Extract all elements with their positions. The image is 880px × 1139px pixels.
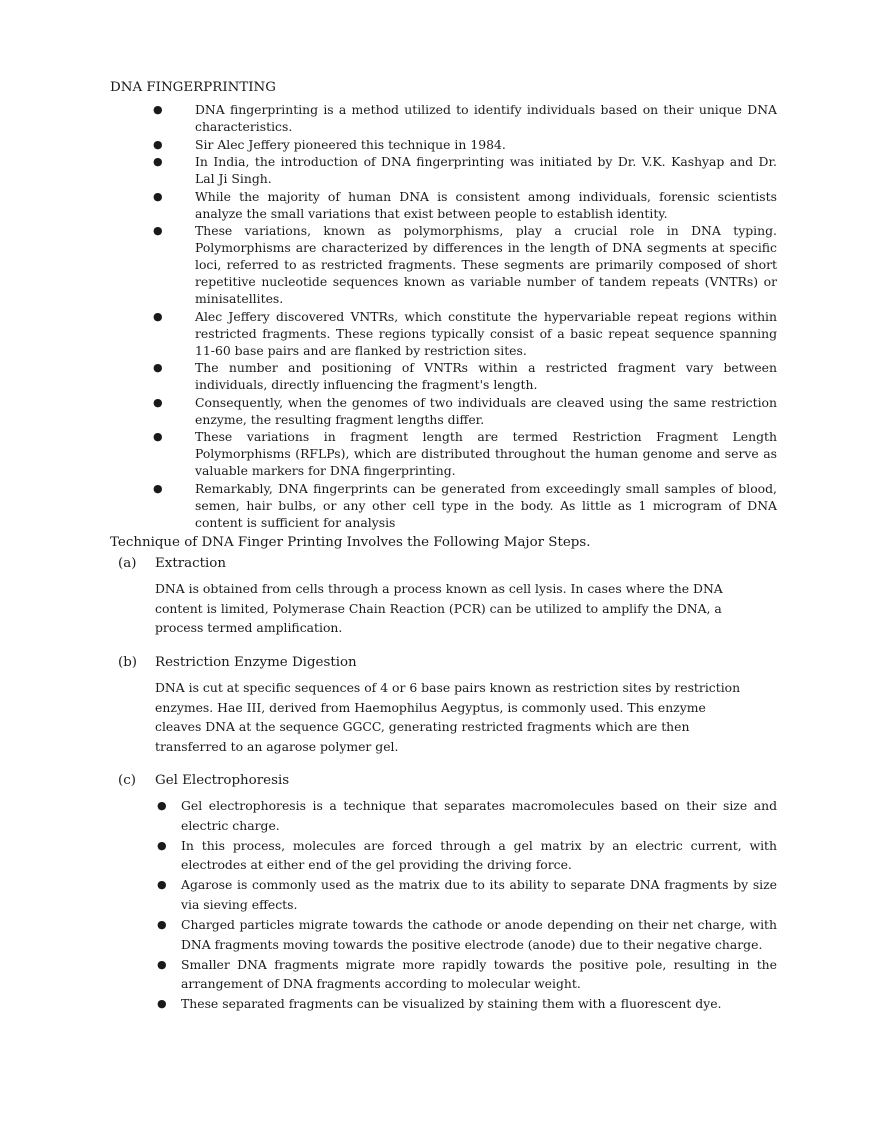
- fingerprinting-bullet-list: [153, 101, 777, 531]
- bullet-item: [157, 955, 777, 994]
- step-letter: (a): [118, 556, 137, 571]
- bullet-text: Agarose is commonly used as the matrix due to its ability to separate DNA fragments by size via sieving effects.: [181, 877, 777, 912]
- step-letter: (b): [118, 655, 138, 670]
- bullet-text: The number and positioning of VNTRs within a restricted fragment vary between individuals, directly influencing the fragment's length.: [195, 360, 777, 392]
- step-body: DNA is cut at specific sequences of 4 or 6 base pairs known as restriction sites by restriction enzymes. Hae III, derived from Haemophilus Aegyptus, is commonly used. This enzyme cleaves DNA at the sequence GGCC, generating restricted fragments which are then transferred to an agarose polymer gel.: [155, 680, 741, 755]
- step-letter: (c): [118, 773, 136, 788]
- steps-heading: Technique of DNA Finger Printing Involves the Following Major Steps.: [110, 535, 591, 550]
- step-title: Extraction: [155, 556, 226, 571]
- bullet-item: [153, 153, 777, 187]
- bullet-dot-icon: ●: [153, 395, 163, 409]
- bullet-item: [157, 915, 777, 954]
- section-title: DNA FINGERPRINTING: [110, 80, 276, 95]
- bullet-text: Smaller DNA fragments migrate more rapidly towards the positive pole, resulting in the arrangement of DNA fragments according to molecular weight.: [181, 956, 777, 992]
- bullet-item: [153, 308, 777, 359]
- bullet-text: Charged particles migrate towards the cathode or anode depending on their net charge, with DNA fragments moving towards the positive electrode (anode) due to their negative charge.: [181, 917, 777, 952]
- bullet-item: [153, 480, 777, 531]
- bullet-dot-icon: ●: [157, 838, 167, 852]
- gel-electrophoresis-bullet-list: [157, 796, 777, 1015]
- bullet-item: [153, 101, 777, 135]
- bullet-dot-icon: ●: [153, 430, 163, 443]
- bullet-dot-icon: ●: [157, 957, 167, 971]
- bullet-item: [157, 875, 777, 914]
- bullet-text: DNA fingerprinting is a method utilized to identify individuals based on their unique DNA characteristics.: [195, 102, 777, 134]
- bullet-text: These variations, known as polymorphisms, play a crucial role in DNA typing. Polymorphisms are characterized by differences in the length of DNA segments at specific loci, referred to as restricted fragments. These segments are primarily composed of short repetitive nucleotide sequences known as variable number of tandem repeats (VNTRs) or minisatellites.: [195, 223, 777, 306]
- bullet-text: Gel electrophoresis is a technique that separates macromolecules based on their size and electric charge.: [181, 798, 777, 833]
- bullet-text: Consequently, when the genomes of two individuals are cleaved using the same restriction enzyme, the resulting fragment lengths differ.: [195, 394, 777, 427]
- bullet-text: While the majority of human DNA is consistent among individuals, forensic scientists analyze the small variations that exist between people to establish identity.: [195, 188, 777, 221]
- bullet-item: [153, 394, 777, 428]
- bullet-text: In India, the introduction of DNA fingerprinting was initiated by Dr. V.K. Kashyap and Dr. Lal Ji Singh.: [195, 154, 777, 186]
- bullet-item: [153, 136, 777, 153]
- bullet-text: In this process, molecules are forced through a gel matrix by an electric current, with electrodes at either end of the gel providing the driving force.: [181, 837, 777, 873]
- step-title: Restriction Enzyme Digestion: [155, 655, 357, 670]
- bullet-dot-icon: ●: [153, 224, 163, 237]
- bullet-text: These separated fragments can be visualized by staining them with a fluorescent dye.: [181, 996, 722, 1012]
- bullet-dot-icon: ●: [153, 361, 163, 374]
- bullet-dot-icon: ●: [157, 799, 167, 812]
- bullet-dot-icon: ●: [153, 309, 163, 323]
- bullet-dot-icon: ●: [157, 878, 167, 892]
- bullet-item: [153, 359, 777, 393]
- bullet-item: [153, 428, 777, 479]
- bullet-text: These variations in fragment length are termed Restriction Fragment Length Polymorphisms (RFLPs), which are distributed throughout the human genome and serve as valuable markers for DNA fingerprinting.: [195, 429, 777, 478]
- bullet-item: [153, 222, 777, 307]
- bullet-dot-icon: ●: [157, 997, 167, 1011]
- step-title: Gel Electrophoresis: [155, 773, 290, 788]
- bullet-text: Remarkably, DNA fingerprints can be generated from exceedingly small samples of blood, semen, hair bulbs, or any other cell type in the body. As little as 1 microgram of DNA content is sufficient for analysis: [195, 480, 777, 530]
- bullet-dot-icon: ●: [153, 103, 163, 116]
- bullet-item: [153, 188, 777, 222]
- bullet-dot-icon: ●: [157, 918, 167, 932]
- bullet-text: Alec Jeffery discovered VNTRs, which constitute the hypervariable repeat regions within restricted fragments. These regions typically consist of a basic repeat sequence spanning 11-60 base pairs and are flanked by restriction sites.: [195, 308, 777, 358]
- bullet-item: [157, 994, 777, 1014]
- bullet-text: Sir Alec Jeffery pioneered this technique in 1984.: [195, 136, 506, 152]
- bullet-item: [157, 796, 777, 835]
- step-body: DNA is obtained from cells through a process known as cell lysis. In cases where the DNA content is limited, Polymerase Chain Reaction (PCR) can be utilized to amplify the DNA, a process termed amplification.: [155, 581, 723, 636]
- bullet-dot-icon: ●: [153, 137, 163, 151]
- bullet-dot-icon: ●: [153, 155, 163, 168]
- bullet-dot-icon: ●: [153, 189, 163, 203]
- bullet-dot-icon: ●: [153, 481, 163, 495]
- bullet-item: [157, 836, 777, 875]
